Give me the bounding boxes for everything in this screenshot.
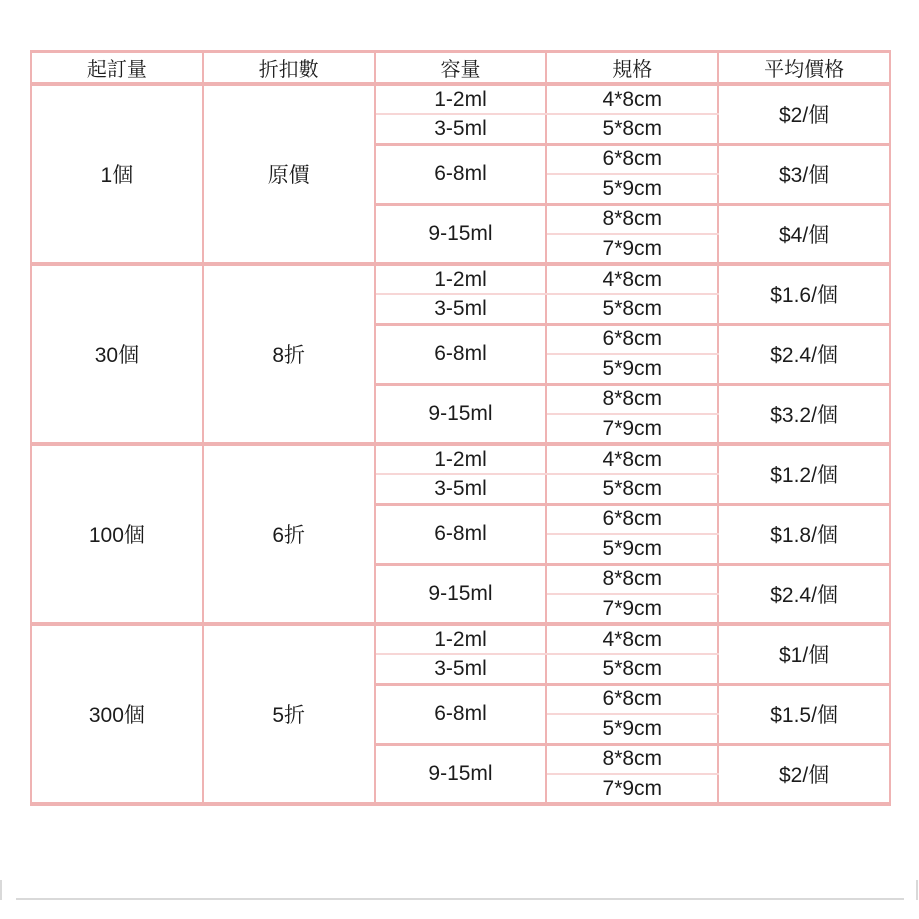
- price-cell: $2.4/個: [718, 324, 890, 384]
- capacity-cell: 3-5ml: [375, 474, 547, 504]
- capacity-cell: 9-15ml: [375, 384, 547, 444]
- qty-cell: 300個: [31, 624, 203, 804]
- spec-cell: 7*9cm: [546, 234, 718, 264]
- column-header-qty: 起訂量: [31, 52, 203, 85]
- discount-cell: 5折: [203, 624, 375, 804]
- spec-cell: 5*8cm: [546, 294, 718, 324]
- discount-cell: 6折: [203, 444, 375, 624]
- spec-cell: 5*9cm: [546, 354, 718, 384]
- table-row: [31, 444, 890, 474]
- capacity-cell: 9-15ml: [375, 204, 547, 264]
- capacity-cell: 6-8ml: [375, 144, 547, 204]
- spec-cell: 4*8cm: [546, 444, 718, 474]
- spec-cell: 7*9cm: [546, 594, 718, 624]
- column-header-capacity: 容量: [375, 52, 547, 85]
- capacity-cell: 6-8ml: [375, 504, 547, 564]
- table-row: [31, 264, 890, 294]
- qty-cell: 1個: [31, 84, 203, 264]
- capacity-cell: 9-15ml: [375, 564, 547, 624]
- price-cell: $2/個: [718, 744, 890, 804]
- pricing-table: [30, 50, 891, 806]
- spec-cell: 4*8cm: [546, 264, 718, 294]
- capacity-cell: 1-2ml: [375, 624, 547, 654]
- qty-cell: 100個: [31, 444, 203, 624]
- capacity-cell: 9-15ml: [375, 744, 547, 804]
- column-header-discount: 折扣數: [203, 52, 375, 85]
- spec-cell: 7*9cm: [546, 414, 718, 444]
- price-cell: $3.2/個: [718, 384, 890, 444]
- qty-cell: 30個: [31, 264, 203, 444]
- capacity-cell: 3-5ml: [375, 654, 547, 684]
- capacity-cell: 1-2ml: [375, 84, 547, 114]
- page-bottom-divider: [16, 898, 904, 900]
- capacity-cell: 6-8ml: [375, 684, 547, 744]
- capacity-cell: 6-8ml: [375, 324, 547, 384]
- spec-cell: 7*9cm: [546, 774, 718, 804]
- spec-cell: 8*8cm: [546, 204, 718, 234]
- spec-cell: 6*8cm: [546, 144, 718, 174]
- spec-cell: 4*8cm: [546, 84, 718, 114]
- table-row: [31, 624, 890, 654]
- spec-cell: 8*8cm: [546, 564, 718, 594]
- spec-cell: 8*8cm: [546, 384, 718, 414]
- spec-cell: 5*8cm: [546, 654, 718, 684]
- pricing-table-container: [30, 50, 891, 806]
- price-cell: $3/個: [718, 144, 890, 204]
- price-cell: $2.4/個: [718, 564, 890, 624]
- spec-cell: 5*9cm: [546, 714, 718, 744]
- column-header-price: 平均價格: [718, 52, 890, 85]
- capacity-cell: 3-5ml: [375, 114, 547, 144]
- spec-cell: 6*8cm: [546, 324, 718, 354]
- price-cell: $4/個: [718, 204, 890, 264]
- table-row: [31, 84, 890, 114]
- spec-cell: 5*8cm: [546, 474, 718, 504]
- price-cell: $1.8/個: [718, 504, 890, 564]
- price-cell: $1.2/個: [718, 444, 890, 504]
- discount-cell: 原價: [203, 84, 375, 264]
- column-header-spec: 規格: [546, 52, 718, 85]
- spec-cell: 5*9cm: [546, 534, 718, 564]
- price-cell: $1/個: [718, 624, 890, 684]
- price-cell: $1.6/個: [718, 264, 890, 324]
- spec-cell: 5*9cm: [546, 174, 718, 204]
- page-left-edge: [0, 880, 2, 900]
- spec-cell: 4*8cm: [546, 624, 718, 654]
- spec-cell: 8*8cm: [546, 744, 718, 774]
- header-row: [31, 52, 890, 85]
- capacity-cell: 1-2ml: [375, 444, 547, 474]
- discount-cell: 8折: [203, 264, 375, 444]
- price-cell: $1.5/個: [718, 684, 890, 744]
- spec-cell: 5*8cm: [546, 114, 718, 144]
- capacity-cell: 1-2ml: [375, 264, 547, 294]
- page-right-edge: [916, 880, 918, 900]
- capacity-cell: 3-5ml: [375, 294, 547, 324]
- price-cell: $2/個: [718, 84, 890, 144]
- spec-cell: 6*8cm: [546, 684, 718, 714]
- spec-cell: 6*8cm: [546, 504, 718, 534]
